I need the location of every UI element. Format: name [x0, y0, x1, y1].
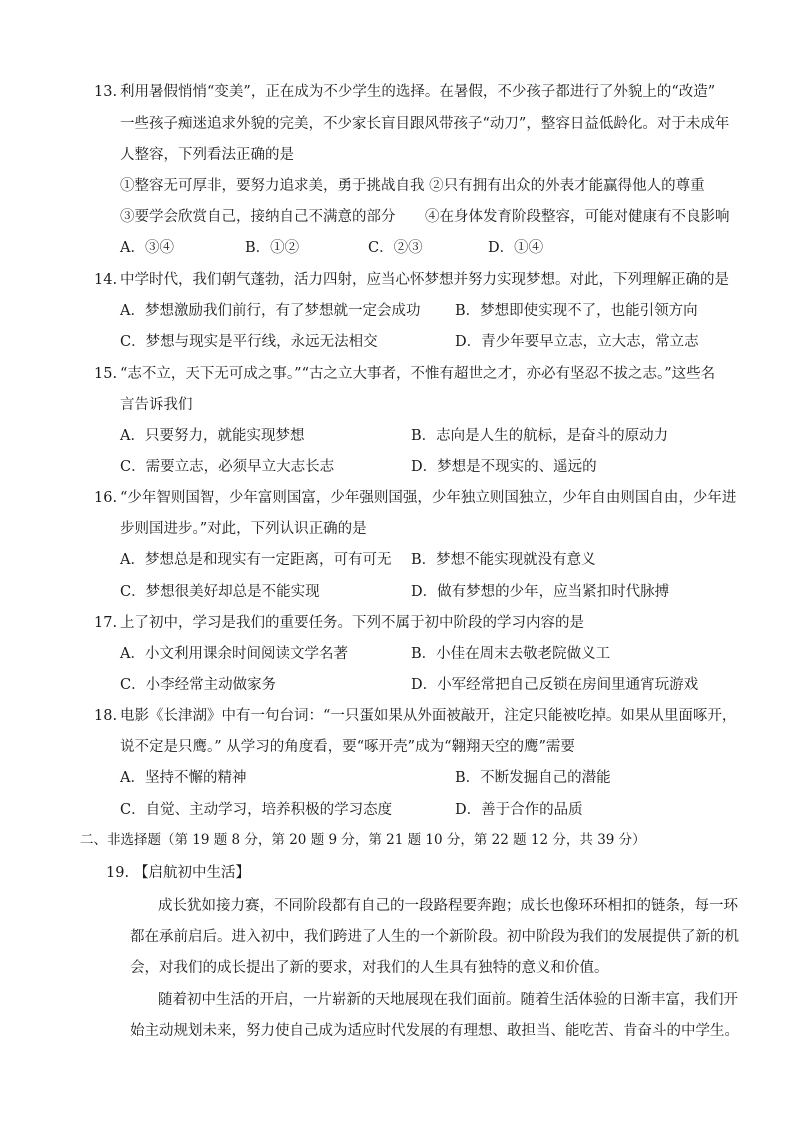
q13-text-line2: 一些孩子痴迷追求外貌的完美，不少家长盲目跟风带孩子“动刀”，整容日益低龄化。对于未成年	[120, 116, 730, 132]
q15-text-line1: “志不立，天下无可成之事。”“古之立大事者，不惟有超世之才，亦必有坚忍不拔之志。”这些名	[120, 366, 716, 382]
q13-statement-4: ④在身体发育阶段整容，可能对健康有不良影响	[425, 209, 730, 225]
q16-number: 16.	[94, 490, 118, 506]
q19-title: 【启航初中生活】	[134, 865, 250, 881]
q15-line1	[94, 364, 715, 384]
q19-para1-line1: 成长犹如接力赛，不同阶段都有自己的一段路程要奔跑；成长也像环环相扣的链条，每一环	[158, 898, 738, 914]
q13-text-line1: 利用暑假悄悄“变美”，正在成为不少学生的选择。在暑假，不少孩子都进行了外貌上的“改造”	[120, 84, 716, 100]
q15-option-a: A．只要努力，就能实现梦想	[120, 428, 305, 444]
q14-text-line1: 中学时代，我们朝气蓬勃，活力四射，应当心怀梦想并努力实现梦想。对此，下列理解正确的是	[120, 272, 729, 288]
q15-option-b: B．志向是人生的航标，是奋斗的原动力	[411, 428, 669, 444]
q16-text-line1: “少年智则国智，少年富则国富，少年强则国强，少年独立则国独立，少年自由则国自由，少年进	[120, 490, 737, 506]
q19-para2-line2: 始主动规划未来，努力使自己成为适应时代发展的有理想、敢担当、能吃苦、肯奋斗的中学生。	[130, 1023, 739, 1039]
q17-text-line1: 上了初中，学习是我们的重要任务。下列不属于初中阶段的学习内容的是	[120, 615, 584, 631]
q16-option-a: A．梦想总是和现实有一定距离，可有可无	[120, 552, 392, 568]
q13-option-c: C．②③	[368, 240, 423, 256]
q19-para1-line2: 都在承前启后。进入初中，我们跨进了人生的一个新阶段。初中阶段为我们的发展提供了新的机	[130, 929, 739, 945]
q13-option-a: A．③④	[120, 240, 174, 256]
q18-option-b: B．不断发掘自己的潜能	[455, 770, 611, 786]
q13-statement-1: ①整容无可厚非，要努力追求美，勇于挑战自我 ②只有拥有出众的外表才能赢得他人的尊重	[120, 178, 705, 194]
q14-option-a: A．梦想激励我们前行，有了梦想就一定会成功	[120, 303, 421, 319]
q16-option-c: C．梦想很美好却总是不能实现	[120, 584, 320, 600]
q15-option-d: D．梦想是不现实的、遥远的	[411, 459, 597, 475]
q13-option-b: B．①②	[245, 240, 300, 256]
q18-text-line2: 说不定是只鹰。” 从学习的角度看，要“啄开壳”成为“翱翔天空的鹰”需要	[120, 739, 575, 755]
q18-option-c: C．自觉、主动学习，培养积极的学习态度	[120, 802, 393, 818]
q18-text-line1: 电影《长津湖》中有一句台词：“一只蛋如果从外面被敲开，注定只能被吃掉。如果从里面啄开，	[120, 708, 737, 724]
q13-statement-3: ③要学会欣赏自己，接纳自己不满意的部分	[120, 209, 396, 225]
q15-option-c: C．需要立志，必须早立大志长志	[120, 459, 335, 475]
q16-option-d: D．做有梦想的少年，应当紧扣时代脉搏	[411, 584, 670, 600]
q17-line1	[94, 613, 584, 633]
q14-option-b: B．梦想即使实现不了，也能引领方向	[455, 303, 698, 319]
q17-option-b: B．小佳在周末去敬老院做义工	[411, 646, 611, 662]
q18-number: 18.	[94, 708, 118, 724]
q19-number: 19.	[106, 865, 130, 881]
q14-option-d: D．青少年要早立志，立大志，常立志	[455, 334, 699, 350]
q19-para2-line1: 随着初中生活的开启，一片崭新的天地展现在我们面前。随着生活体验的日渐丰富，我们开	[158, 992, 738, 1008]
q14-line1	[94, 270, 729, 290]
q16-option-b: B．梦想不能实现就没有意义	[411, 552, 596, 568]
q17-number: 17.	[94, 615, 118, 631]
q13-text-line3: 人整容，下列看法正确的是	[120, 147, 294, 163]
q19-title-line	[106, 863, 250, 883]
q15-number: 15.	[94, 366, 118, 382]
q19-para1-line3: 会，对我们的成长提出了新的要求，对我们的人生具有独特的意义和价值。	[130, 960, 609, 976]
q14-number: 14.	[94, 272, 118, 288]
q18-line1	[94, 706, 736, 726]
q13-option-d: D．①④	[488, 240, 544, 256]
q16-text-line2: 步则国进步。”对此，下列认识正确的是	[120, 521, 367, 537]
q13-number: 13.	[94, 84, 118, 100]
q13-line1	[94, 82, 715, 102]
q18-option-d: D．善于合作的品质	[455, 802, 583, 818]
q17-option-a: A．小文利用课余时间阅读文学名著	[120, 646, 348, 662]
section-2-heading: 二、非选择题（第 19 题 8 分，第 20 题 9 分，第 21 题 10 分，第 22 题 12 分，共 39 分）	[80, 832, 646, 848]
q16-line1	[94, 488, 736, 508]
q14-option-c: C．梦想与现实是平行线，永远无法相交	[120, 334, 378, 350]
q18-option-a: A．坚持不懈的精神	[120, 770, 247, 786]
q17-option-d: D．小军经常把自己反锁在房间里通宵玩游戏	[411, 677, 699, 693]
q15-text-line2: 言告诉我们	[120, 397, 193, 413]
q17-option-c: C．小李经常主动做家务	[120, 677, 277, 693]
